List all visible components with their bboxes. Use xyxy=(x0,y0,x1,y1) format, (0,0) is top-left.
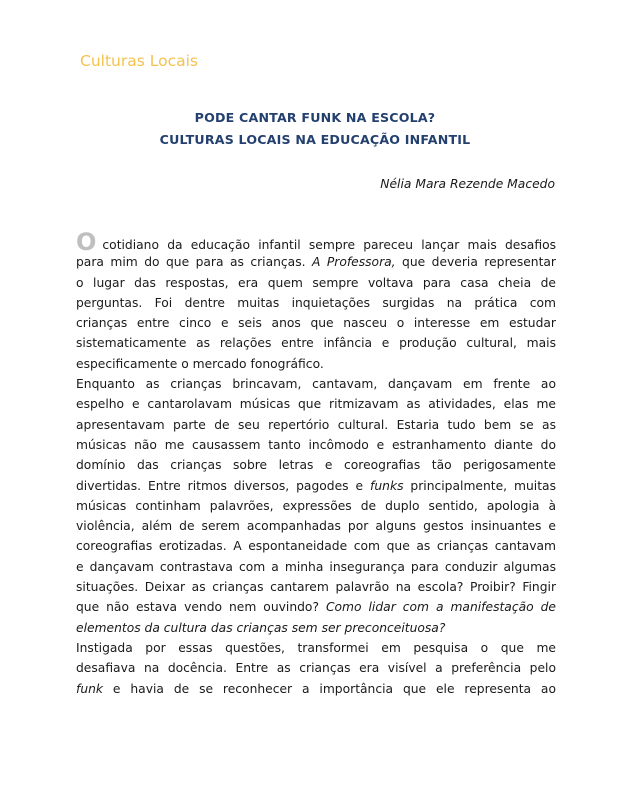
body-text-line xyxy=(76,354,556,374)
body-text-line xyxy=(76,293,556,313)
article-author: Nélia Mara Rezende Macedo xyxy=(380,177,555,191)
text-run: desafiava na docência. Entre as crianças era visível a preferência pelo xyxy=(76,661,556,676)
text-run: cotidiano da educação infantil sempre pareceu lançar mais desafios xyxy=(102,238,556,252)
body-text-line xyxy=(76,496,556,516)
text-run: crianças entre cinco e seis anos que nasceu o interesse em estudar xyxy=(76,316,556,331)
article-body xyxy=(76,228,556,699)
body-text-line xyxy=(76,313,556,333)
body-text-line xyxy=(76,557,556,577)
text-run: apresentavam parte de seu repertório cultural. Estaria tudo bem se as xyxy=(76,417,556,432)
text-run: Instigada por essas questões, transformei em pesquisa o que me xyxy=(76,640,556,655)
body-text-line xyxy=(76,273,556,293)
text-run: o lugar das respostas, era quem sempre voltava para casa cheia de xyxy=(76,275,556,290)
body-text-line xyxy=(76,536,556,556)
text-run: situações. Deixar as crianças cantarem palavrão na escola? Proibir? Fingir xyxy=(76,580,556,595)
body-text-line xyxy=(76,374,556,394)
body-text-line xyxy=(76,618,556,638)
text-run: divertidas. Entre ritmos diversos, pagodes e xyxy=(76,478,371,493)
body-text-line xyxy=(76,476,556,496)
text-run: para mim do que para as crianças. xyxy=(76,255,312,270)
body-text-line xyxy=(76,252,556,272)
body-text-line xyxy=(76,679,556,699)
text-run: espelho e cantarolavam músicas que ritmizavam as atividades, elas me xyxy=(76,397,556,412)
text-run: coreografias erotizadas. A espontaneidade com que as crianças cantavam xyxy=(76,539,556,554)
body-text-line xyxy=(76,597,556,617)
body-text-line xyxy=(76,333,556,353)
text-run: Enquanto as crianças brincavam, cantavam, dançavam em frente ao xyxy=(76,377,556,392)
text-run: músicas continham palavrões, expressões de duplo sentido, apologia à xyxy=(76,498,556,513)
text-run: que deveria representar xyxy=(395,255,556,270)
body-text-line xyxy=(76,228,556,256)
text-run: que não estava vendo nem ouvindo? xyxy=(76,600,326,615)
text-run: domínio das crianças sobre letras e coreografias tão perigosamente xyxy=(76,458,556,473)
italic-text: A Professora, xyxy=(311,255,396,270)
body-text-line xyxy=(76,577,556,597)
body-text-line xyxy=(76,394,556,414)
italic-text: funk xyxy=(76,681,104,696)
article-title-line-2: CULTURAS LOCAIS NA EDUCAÇÃO INFANTIL xyxy=(159,132,471,147)
italic-text: elementos da cultura das crianças sem ser preconceituosa? xyxy=(76,620,446,635)
body-text-line xyxy=(76,415,556,435)
section-header-label: Culturas Locais xyxy=(80,52,198,70)
text-run: e havia de se reconhecer a importância que ele representa ao xyxy=(103,681,556,696)
body-text-line xyxy=(76,658,556,678)
body-text-line xyxy=(76,516,556,536)
article-title-line-1: PODE CANTAR FUNK NA ESCOLA? xyxy=(194,110,436,125)
body-text-line xyxy=(76,638,556,658)
body-text-line xyxy=(76,455,556,475)
body-text-line xyxy=(76,435,556,455)
text-run: principalmente, muitas xyxy=(403,478,556,493)
drop-cap: O xyxy=(76,228,97,256)
text-run: perguntas. Foi dentre muitas inquietações surgidas na prática com xyxy=(76,295,556,310)
text-run: e dançavam contrastava com a minha insegurança para conduzir algumas xyxy=(76,559,556,574)
text-run: sistematicamente as relações entre infância e produção cultural, mais xyxy=(76,336,556,351)
text-run: violência, além de serem acompanhadas por alguns gestos insinuantes e xyxy=(76,519,556,534)
italic-text: Como lidar com a manifestação de xyxy=(325,600,556,615)
italic-text: funks xyxy=(370,478,404,493)
text-run: músicas não me causassem tanto incômodo e estranhamento diante do xyxy=(76,437,556,452)
text-run: especificamente o mercado fonográfico. xyxy=(76,356,324,371)
